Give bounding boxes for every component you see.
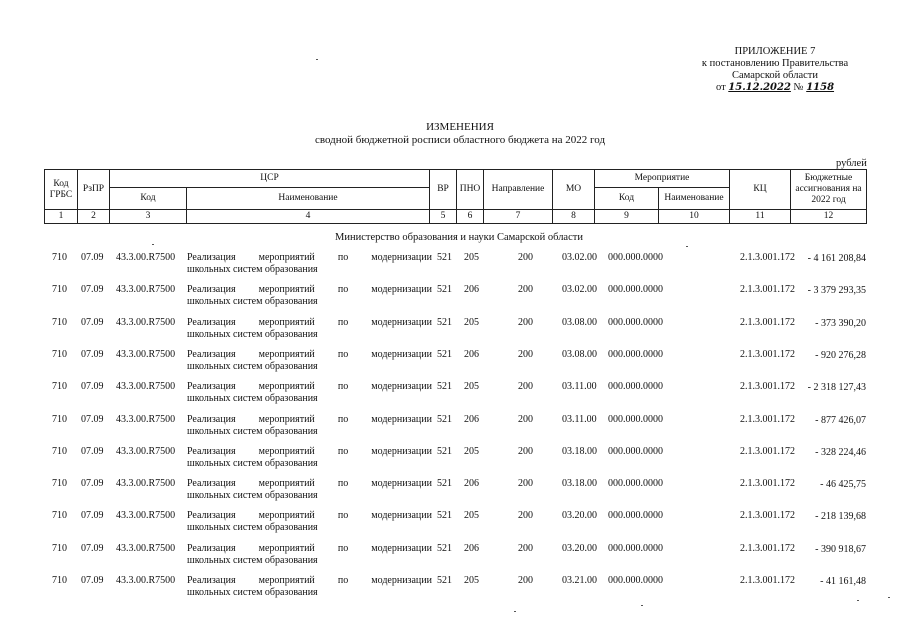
cell-rzpr: 07.09 bbox=[81, 510, 104, 522]
col-mo: МО bbox=[553, 170, 595, 210]
table-row bbox=[0, 543, 905, 573]
table-row bbox=[0, 414, 905, 444]
cell-csr-code: 43.3.00.R7500 bbox=[116, 413, 176, 425]
cell-kc: 2.1.3.001.172 bbox=[740, 284, 795, 296]
cell-grbs: 710 bbox=[52, 575, 67, 586]
cell-csr-name: Реализация мероприятий по модернизации bbox=[187, 348, 432, 360]
cell-event-code: 000.000.0000 bbox=[608, 445, 663, 457]
cell-event-code: 000.000.0000 bbox=[608, 478, 663, 490]
cell-pno: 206 bbox=[464, 413, 479, 425]
cell-amount: - 218 139,68 bbox=[815, 511, 866, 523]
col-num: 7 bbox=[484, 210, 553, 224]
cell-direction: 200 bbox=[518, 316, 533, 328]
col-num: 2 bbox=[78, 210, 110, 224]
cell-grbs: 710 bbox=[52, 252, 67, 263]
cell-rzpr: 07.09 bbox=[81, 575, 104, 586]
handwritten-date: 15.12.2022 bbox=[728, 82, 791, 93]
cell-pno: 205 bbox=[464, 575, 479, 586]
cell-grbs: 710 bbox=[52, 284, 67, 296]
cell-vr: 521 bbox=[437, 510, 452, 522]
col-pno: ПНО bbox=[457, 170, 484, 210]
cell-amount: - 390 918,67 bbox=[815, 543, 866, 555]
cell-grbs: 710 bbox=[52, 445, 67, 457]
col-num: 6 bbox=[457, 210, 484, 224]
cell-kc: 2.1.3.001.172 bbox=[740, 381, 795, 393]
cell-csr-name: Реализация мероприятий по модернизации bbox=[187, 478, 432, 490]
table-row bbox=[0, 575, 905, 605]
cell-mo: 03.11.00 bbox=[562, 381, 597, 393]
cell-csr-name: Реализация мероприятий по модернизации bbox=[187, 510, 432, 522]
cell-rzpr: 07.09 bbox=[81, 252, 104, 263]
cell-direction: 200 bbox=[518, 575, 533, 586]
cell-csr-code: 43.3.00.R7500 bbox=[116, 348, 176, 360]
cell-grbs: 710 bbox=[52, 381, 67, 393]
cell-mo: 03.02.00 bbox=[562, 284, 597, 296]
cell-pno: 205 bbox=[464, 510, 479, 522]
cell-grbs: 710 bbox=[52, 316, 67, 328]
cell-csr-name: Реализация мероприятий по модернизации bbox=[187, 575, 432, 586]
appendix-region: Самарской области bbox=[732, 70, 818, 81]
cell-rzpr: 07.09 bbox=[81, 413, 104, 425]
col-num: 3 bbox=[110, 210, 187, 224]
cell-kc: 2.1.3.001.172 bbox=[740, 478, 795, 490]
cell-event-code: 000.000.0000 bbox=[608, 284, 663, 296]
cell-direction: 200 bbox=[518, 348, 533, 360]
cell-mo: 03.18.00 bbox=[562, 445, 597, 457]
cell-csr-name-cont: школьных систем образования bbox=[187, 296, 318, 308]
cell-csr-name-cont: школьных систем образования bbox=[187, 522, 318, 534]
col-csr: ЦСР bbox=[110, 170, 430, 188]
cell-csr-name: Реализация мероприятий по модернизации bbox=[187, 316, 432, 328]
cell-csr-name-cont: школьных систем образования bbox=[187, 425, 318, 437]
cell-direction: 200 bbox=[518, 542, 533, 554]
cell-pno: 206 bbox=[464, 478, 479, 490]
cell-vr: 521 bbox=[437, 381, 452, 393]
units-label: рублей bbox=[836, 158, 867, 169]
cell-vr: 521 bbox=[437, 316, 452, 328]
table-header bbox=[44, 169, 867, 224]
cell-kc: 2.1.3.001.172 bbox=[740, 316, 795, 328]
cell-rzpr: 07.09 bbox=[81, 445, 104, 457]
cell-csr-name: Реализация мероприятий по модернизации bbox=[187, 284, 432, 296]
cell-amount: - 877 426,07 bbox=[815, 414, 866, 426]
cell-csr-code: 43.3.00.R7500 bbox=[116, 316, 176, 328]
col-rzpr: РзПР bbox=[78, 170, 110, 210]
cell-event-code: 000.000.0000 bbox=[608, 542, 663, 554]
col-kc: КЦ bbox=[730, 170, 791, 210]
cell-pno: 206 bbox=[464, 284, 479, 296]
cell-mo: 03.20.00 bbox=[562, 542, 597, 554]
cell-vr: 521 bbox=[437, 413, 452, 425]
cell-event-code: 000.000.0000 bbox=[608, 316, 663, 328]
table-row bbox=[0, 252, 905, 282]
cell-pno: 205 bbox=[464, 252, 479, 263]
cell-event-code: 000.000.0000 bbox=[608, 510, 663, 522]
ministry-heading: Министерство образования и науки Самарской области bbox=[335, 232, 583, 243]
cell-event-code: 000.000.0000 bbox=[608, 252, 663, 263]
table-row bbox=[0, 284, 905, 314]
cell-kc: 2.1.3.001.172 bbox=[740, 445, 795, 457]
cell-direction: 200 bbox=[518, 478, 533, 490]
cell-amount: - 46 425,75 bbox=[820, 479, 866, 491]
cell-grbs: 710 bbox=[52, 413, 67, 425]
cell-csr-name-cont: школьных систем образования bbox=[187, 328, 318, 340]
cell-amount: - 3 379 293,35 bbox=[807, 285, 866, 297]
cell-pno: 206 bbox=[464, 348, 479, 360]
cell-csr-name: Реализация мероприятий по модернизации bbox=[187, 381, 432, 393]
cell-event-code: 000.000.0000 bbox=[608, 413, 663, 425]
title-line-2: сводной бюджетной росписи областного бюджета на 2022 год bbox=[314, 134, 606, 146]
cell-mo: 03.08.00 bbox=[562, 316, 597, 328]
table-row bbox=[0, 510, 905, 540]
cell-csr-code: 43.3.00.R7500 bbox=[116, 252, 176, 263]
table-row bbox=[0, 349, 905, 379]
cell-direction: 200 bbox=[518, 252, 533, 263]
cell-csr-name: Реализация мероприятий по модернизации bbox=[187, 252, 432, 263]
cell-grbs: 710 bbox=[52, 478, 67, 490]
col-direction: Направление bbox=[484, 170, 553, 210]
col-num: 11 bbox=[730, 210, 791, 224]
cell-csr-code: 43.3.00.R7500 bbox=[116, 445, 176, 457]
cell-vr: 521 bbox=[437, 284, 452, 296]
col-num: 10 bbox=[659, 210, 730, 224]
cell-direction: 200 bbox=[518, 284, 533, 296]
cell-vr: 521 bbox=[437, 542, 452, 554]
cell-grbs: 710 bbox=[52, 510, 67, 522]
handwritten-number: 1158 bbox=[806, 82, 835, 93]
cell-mo: 03.11.00 bbox=[562, 413, 597, 425]
title-line-1: ИЗМЕНЕНИЯ bbox=[426, 121, 494, 133]
cell-kc: 2.1.3.001.172 bbox=[740, 510, 795, 522]
document-title bbox=[260, 121, 660, 147]
cell-pno: 205 bbox=[464, 316, 479, 328]
cell-vr: 521 bbox=[437, 445, 452, 457]
cell-csr-name: Реализация мероприятий по модернизации bbox=[187, 413, 432, 425]
cell-vr: 521 bbox=[437, 348, 452, 360]
cell-mo: 03.21.00 bbox=[562, 575, 597, 586]
cell-direction: 200 bbox=[518, 510, 533, 522]
cell-csr-code: 43.3.00.R7500 bbox=[116, 381, 176, 393]
cell-csr-code: 43.3.00.R7500 bbox=[116, 478, 176, 490]
table-row bbox=[0, 478, 905, 508]
cell-event-code: 000.000.0000 bbox=[608, 575, 663, 586]
col-num: 12 bbox=[791, 210, 867, 224]
col-event: Мероприятие bbox=[595, 170, 730, 188]
col-event-name: Наименование bbox=[659, 188, 730, 210]
appendix-date-line bbox=[640, 82, 905, 94]
cell-vr: 521 bbox=[437, 478, 452, 490]
col-vr: ВР bbox=[430, 170, 457, 210]
cell-pno: 205 bbox=[464, 381, 479, 393]
cell-vr: 521 bbox=[437, 575, 452, 586]
cell-amount: - 41 161,48 bbox=[820, 576, 866, 587]
col-csr-name: Наименование bbox=[187, 188, 430, 210]
cell-grbs: 710 bbox=[52, 542, 67, 554]
cell-mo: 03.20.00 bbox=[562, 510, 597, 522]
cell-csr-name-cont: школьных систем образования bbox=[187, 393, 318, 405]
appendix-number: ПРИЛОЖЕНИЕ 7 bbox=[734, 46, 816, 57]
cell-rzpr: 07.09 bbox=[81, 542, 104, 554]
cell-direction: 200 bbox=[518, 445, 533, 457]
cell-event-code: 000.000.0000 bbox=[608, 381, 663, 393]
col-num: 9 bbox=[595, 210, 659, 224]
cell-vr: 521 bbox=[437, 252, 452, 263]
cell-mo: 03.02.00 bbox=[562, 252, 597, 263]
cell-kc: 2.1.3.001.172 bbox=[740, 252, 795, 263]
cell-amount: - 328 224,46 bbox=[815, 446, 866, 458]
cell-mo: 03.18.00 bbox=[562, 478, 597, 490]
cell-rzpr: 07.09 bbox=[81, 316, 104, 328]
cell-csr-name-cont: школьных систем образования bbox=[187, 587, 318, 598]
cell-amount: - 4 161 208,84 bbox=[807, 253, 866, 264]
cell-amount: - 373 390,20 bbox=[815, 317, 866, 329]
cell-csr-code: 43.3.00.R7500 bbox=[116, 510, 176, 522]
cell-pno: 206 bbox=[464, 542, 479, 554]
cell-rzpr: 07.09 bbox=[81, 284, 104, 296]
table-row bbox=[0, 317, 905, 347]
col-num: 8 bbox=[553, 210, 595, 224]
cell-event-code: 000.000.0000 bbox=[608, 348, 663, 360]
table-row bbox=[0, 446, 905, 476]
col-csr-code: Код bbox=[110, 188, 187, 210]
cell-csr-name-cont: школьных систем образования bbox=[187, 457, 318, 469]
cell-csr-code: 43.3.00.R7500 bbox=[116, 284, 176, 296]
cell-kc: 2.1.3.001.172 bbox=[740, 413, 795, 425]
appendix-resolution: к постановлению Правительства bbox=[701, 58, 849, 69]
col-event-code: Код bbox=[595, 188, 659, 210]
cell-rzpr: 07.09 bbox=[81, 348, 104, 360]
cell-kc: 2.1.3.001.172 bbox=[740, 542, 795, 554]
cell-direction: 200 bbox=[518, 381, 533, 393]
cell-csr-code: 43.3.00.R7500 bbox=[116, 575, 176, 586]
cell-amount: - 920 276,28 bbox=[815, 349, 866, 361]
col-grbs: Код ГРБС bbox=[45, 170, 78, 210]
cell-kc: 2.1.3.001.172 bbox=[740, 348, 795, 360]
appendix-block bbox=[640, 46, 905, 94]
col-num: 1 bbox=[45, 210, 78, 224]
cell-csr-name-cont: школьных систем образования bbox=[187, 490, 318, 502]
cell-csr-name: Реализация мероприятий по модернизации bbox=[187, 445, 432, 457]
cell-kc: 2.1.3.001.172 bbox=[740, 575, 795, 586]
cell-mo: 03.08.00 bbox=[562, 348, 597, 360]
col-num: 4 bbox=[187, 210, 430, 224]
cell-rzpr: 07.09 bbox=[81, 478, 104, 490]
cell-rzpr: 07.09 bbox=[81, 381, 104, 393]
cell-csr-code: 43.3.00.R7500 bbox=[116, 542, 176, 554]
cell-direction: 200 bbox=[518, 413, 533, 425]
cell-grbs: 710 bbox=[52, 348, 67, 360]
cell-csr-name: Реализация мероприятий по модернизации bbox=[187, 542, 432, 554]
cell-pno: 205 bbox=[464, 445, 479, 457]
col-num: 5 bbox=[430, 210, 457, 224]
cell-csr-name-cont: школьных систем образования bbox=[187, 360, 318, 372]
table-row bbox=[0, 381, 905, 411]
col-amount: Бюджетные ассигнования на 2022 год bbox=[791, 170, 867, 210]
cell-csr-name-cont: школьных систем образования bbox=[187, 264, 318, 275]
cell-csr-name-cont: школьных систем образования bbox=[187, 554, 318, 566]
cell-amount: - 2 318 127,43 bbox=[807, 382, 866, 394]
date-prefix: от bbox=[715, 82, 726, 93]
number-prefix: № bbox=[793, 82, 804, 93]
